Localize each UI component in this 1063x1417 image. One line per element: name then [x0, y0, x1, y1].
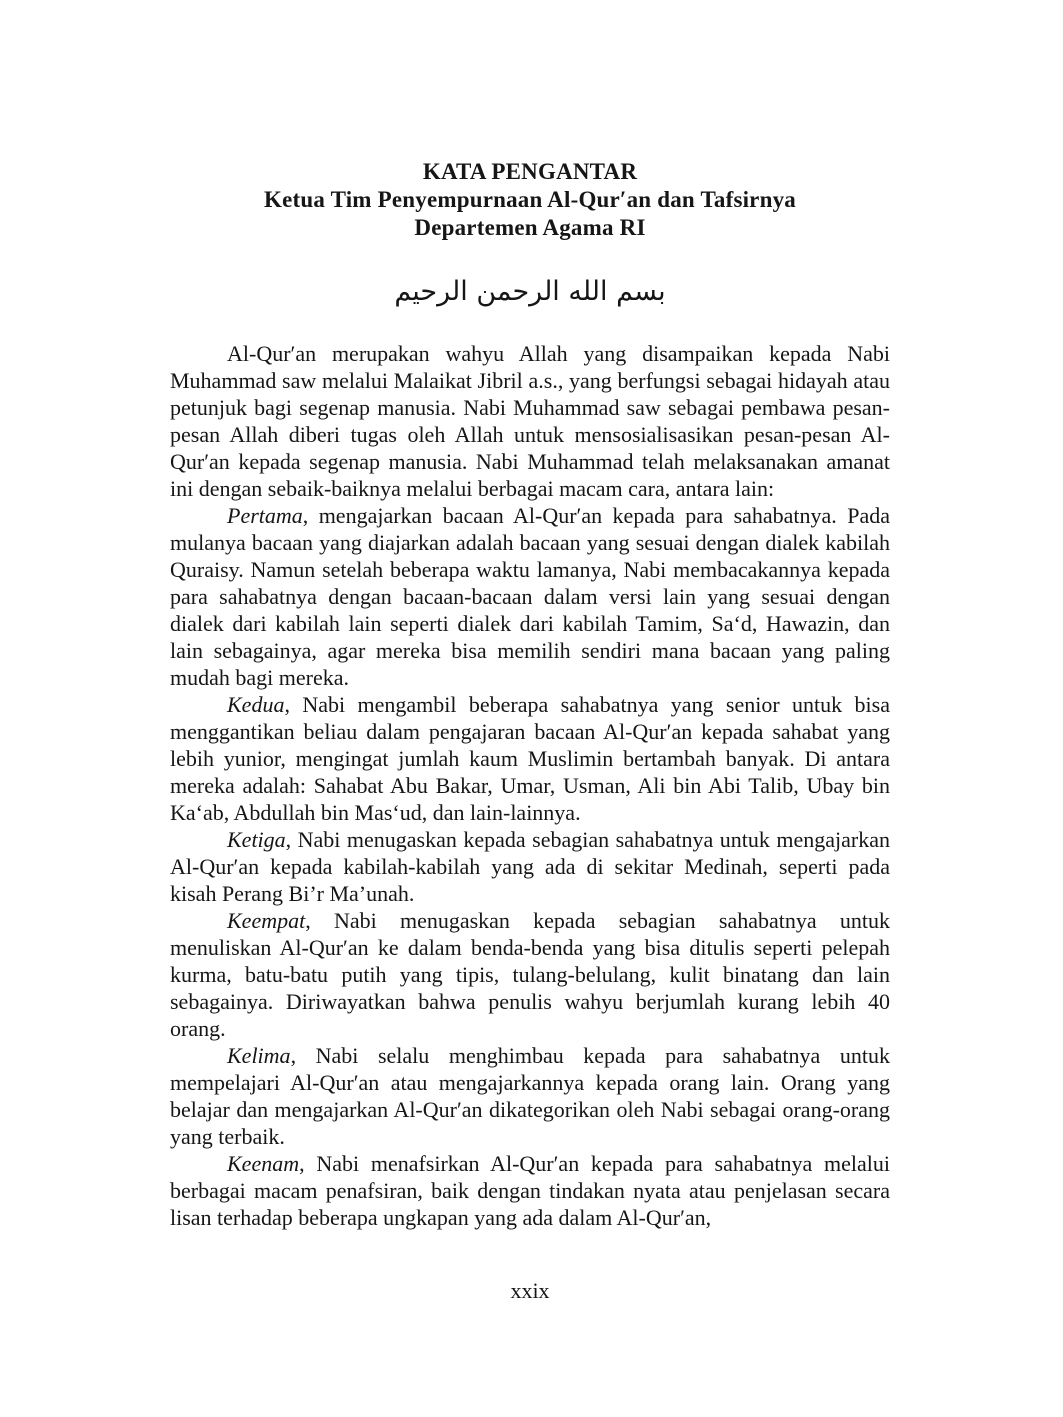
page-number: xxix [510, 1278, 550, 1303]
document-body [170, 340, 890, 1231]
paragraph-lead-word: Keempat [227, 908, 306, 933]
paragraph: Ketiga, Nabi menugaskan kepada sebagian sahabatnya untuk mengajarkan Al-Qur′an kepada kabilah-kabilah yang ada di sekitar Medinah, seperti pada kisah Perang Bi’r Ma’unah. [170, 827, 890, 906]
page-header [170, 158, 890, 242]
paragraph-lead-word: Kedua [227, 692, 285, 717]
paragraph: Pertama, mengajarkan bacaan Al-Qur′an kepada para sahabatnya. Pada mulanya bacaan yang diajarkan adalah bacaan yang sesuai dengan dialek kabilah Quraisy. Namun setelah beberapa waktu lamanya, Nabi membacakannya kepada para sahabatnya dengan bacaan-bacaan dalam versi lain yang sesuai dengan dialek dari kabilah lain seperti dialek dari kabilah Tamim, Sa‘d, Hawazin, dan lain sebagainya, agar mereka bisa memilih sendiri mana bacaan yang paling mudah bagi mereka. [170, 503, 890, 690]
paragraph: Kedua, Nabi mengambil beberapa sahabatnya yang senior untuk bisa menggantikan beliau dalam pengajaran bacaan Al-Qur′an kepada sahabat yang lebih yunior, mengingat jumlah kaum Muslimin bertambah banyak. Di antara mereka adalah: Sahabat Abu Bakar, Umar, Usman, Ali bin Abi Talib, Ubay bin Ka‘ab, Abdullah bin Mas‘ud, dan lain-lainnya. [170, 692, 890, 825]
page-subtitle-line1: Ketua Tim Penyempurnaan Al-Qur′an dan Tafsirnya [264, 187, 796, 212]
paragraph-lead-word: Kelima [227, 1043, 291, 1068]
paragraph-lead-word: Keenam [227, 1151, 300, 1176]
page-subtitle-line2: Departemen Agama RI [414, 215, 646, 240]
paragraph: Al-Qur′an merupakan wahyu Allah yang disampaikan kepada Nabi Muhammad saw melalui Malaikat Jibril a.s., yang berfungsi sebagai hidayah atau petunjuk bagi segenap manusia. Nabi Muhammad saw sebagai pembawa pesan-pesan Allah diberi tugas oleh Allah untuk mensosialisasikan pesan-pesan Al-Qur′an kepada segenap manusia. Nabi Muhammad telah melaksanakan amanat ini dengan sebaik-baiknya melalui berbagai macam cara, antara lain: [170, 341, 890, 501]
paragraph: Keempat, Nabi menugaskan kepada sebagian sahabatnya untuk menuliskan Al-Qur′an ke dalam benda-benda yang bisa ditulis seperti pelepah kurma, batu-batu putih yang tipis, tulang-belulang, kulit binatang dan lain sebagainya. Diriwayatkan bahwa penulis wahyu berjumlah kurang lebih 40 orang. [170, 908, 890, 1041]
paragraph-lead-word: Pertama [227, 503, 303, 528]
bismillah-text: بسم الله الرحمن الرحيم [394, 276, 666, 307]
paragraph: Keenam, Nabi menafsirkan Al-Qur′an kepada para sahabatnya melalui berbagai macam penafsiran, baik dengan tindakan nyata atau penjelasan secara lisan terhadap beberapa ungkapan yang ada dalam Al-Qur′an, [170, 1151, 890, 1230]
page-title: KATA PENGANTAR [422, 159, 638, 184]
paragraph: Kelima, Nabi selalu menghimbau kepada para sahabatnya untuk mempelajari Al-Qur′an atau mengajarkannya kepada orang lain. Orang yang belajar dan mengajarkan Al-Qur′an dikategorikan oleh Nabi sebagai orang-orang yang terbaik. [170, 1043, 890, 1149]
paragraph-lead-word: Ketiga [227, 827, 286, 852]
